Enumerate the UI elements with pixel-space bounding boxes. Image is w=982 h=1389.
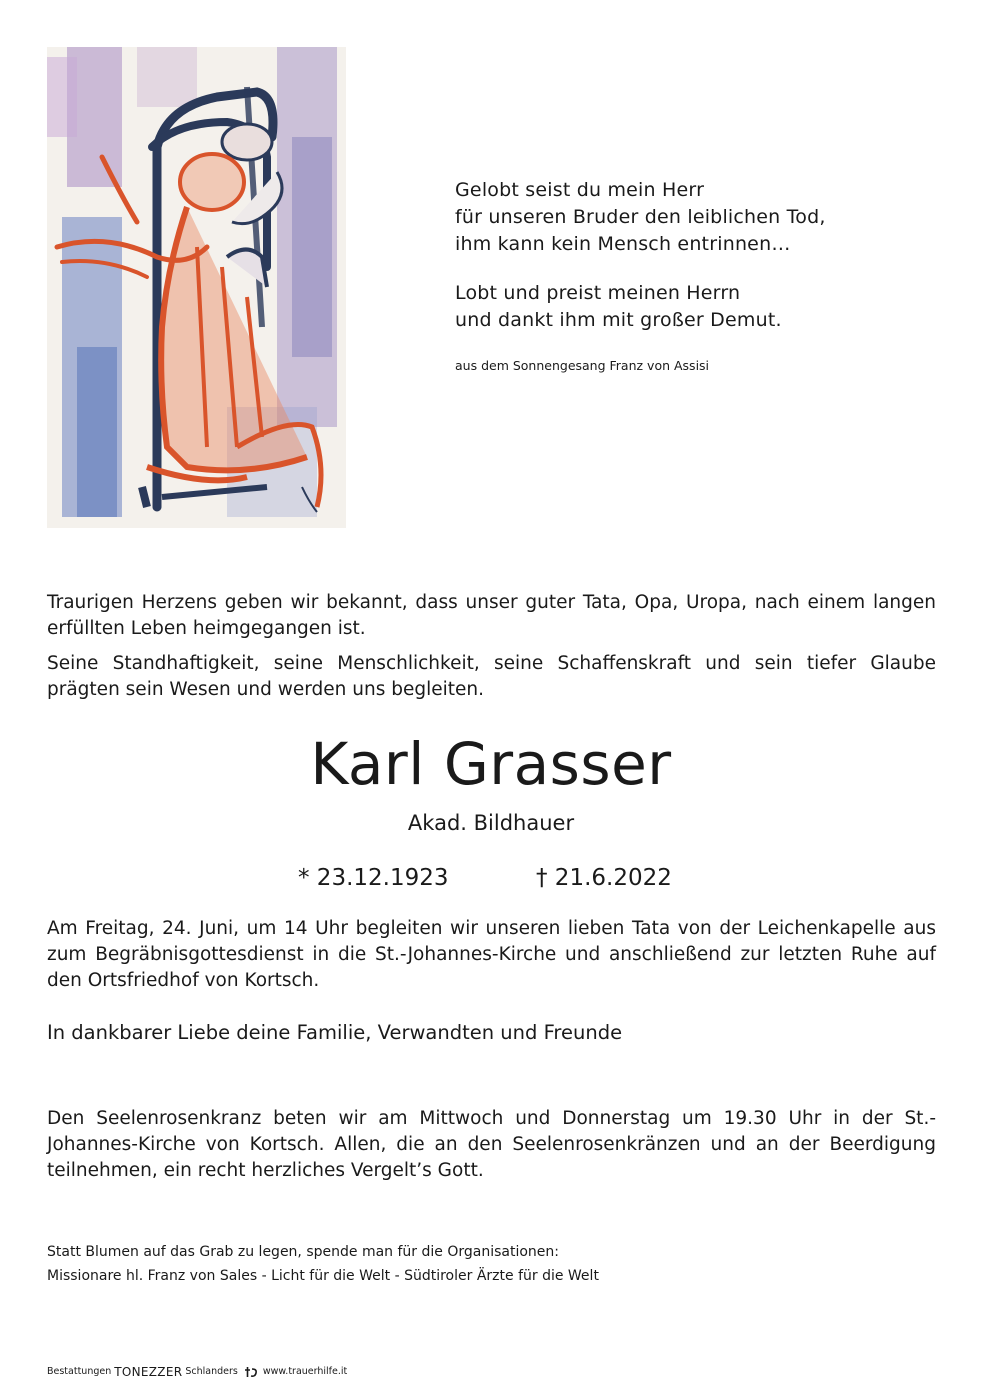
donation-line-1: Statt Blumen auf das Grab zu legen, spende man für die Organisationen: [47,1244,559,1260]
donation-line-2: Missionare hl. Franz von Sales - Licht für die Welt - Südtiroler Ärzte für die Welt [47,1268,599,1284]
poem-source: aus dem Sonnengesang Franz von Assisi [455,358,710,373]
footer-credit [47,1365,347,1379]
poem-line: und dankt ihm mit großer Demut. [455,309,782,331]
watercolor-artwork [47,47,346,528]
footer-town: Schlanders [185,1366,238,1377]
poem-block [455,177,895,374]
announcement-paragraph-1: Traurigen Herzens geben wir bekannt, dass unser guter Tata, Opa, Uropa, nach einem langen erfüllten Leben heimgegangen ist. [47,592,936,639]
donation-note [47,1240,947,1288]
poem-line: ihm kann kein Mensch entrinnen… [455,233,791,255]
footer-prefix: Bestattungen [47,1366,112,1377]
poem-stanza-2 [455,280,895,334]
deceased-name: Karl Grasser [310,730,672,798]
deceased-profession: Akad. Bildhauer [407,811,575,835]
rosary-paragraph: Den Seelenrosenkranz beten wir am Mittwoch und Donnerstag um 19.30 Uhr in der St.-Johannes-Kirche von Kortsch. Allen, die an den Seelenrosenkränzen und an der Beerdigung teilnehmen, ein recht herzliches Vergelt’s Gott. [47,1108,936,1181]
poem-line: für unseren Bruder den leiblichen Tod, [455,206,826,228]
footer-brand: TONEZZER [114,1365,183,1379]
poem-line: Lobt und preist meinen Herrn [455,282,741,304]
funeral-paragraph: Am Freitag, 24. Juni, um 14 Uhr begleiten wir unseren lieben Tata von der Leichenkapelle aus zum Begräbnisgottesdienst in die St.-Johannes-Kirche und anschließend zur letzten Ruhe auf den Ortsfriedhof von Kortsch. [47,918,936,991]
family-signature: In dankbarer Liebe deine Familie, Verwandten und Freunde [47,1021,623,1044]
announcement-paragraph-2: Seine Standhaftigkeit, seine Menschlichkeit, seine Schaffenskraft und sein tiefer Glaube prägten sein Wesen und werden uns begleiten. [47,653,936,700]
death-date: † 21.6.2022 [536,865,672,891]
poem-stanza-1 [455,177,895,258]
birth-date: * 23.12.1923 [298,865,449,891]
trauerhilfe-logo-icon [244,1366,258,1378]
footer-website: www.trauerhilfe.it [262,1366,348,1377]
poem-line: Gelobt seist du mein Herr [455,179,705,201]
artwork-painting [47,47,346,528]
